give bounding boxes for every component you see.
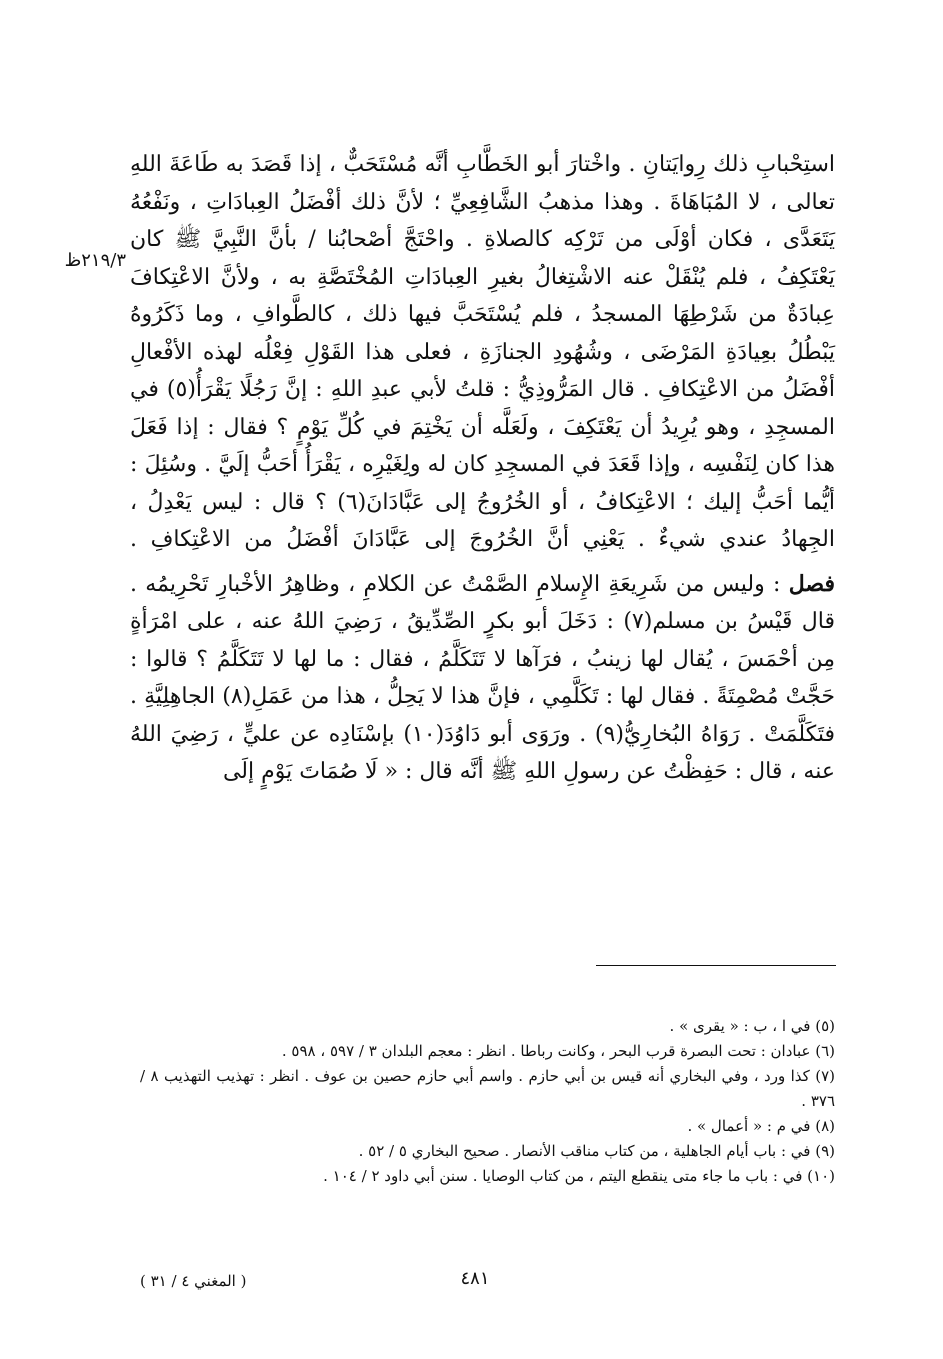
footnote: (٦) عبادان : تحت البصرة قرب البحر ، وكانت رباطا . انظر : معجم البلدان ٣ / ٥٩٧ ، ٥٩٨ . <box>281 1042 835 1060</box>
page-number: ٤٨١ <box>460 1268 490 1289</box>
section-heading: فصل <box>788 570 836 597</box>
footnote-separator <box>596 965 836 966</box>
margin-manuscript-note: ٢١٩/٣ظ <box>64 250 126 271</box>
paragraph-text: : وليس من شَرِيعَةِ الإِسلامِ الصَّمْتُ عن الكلامِ ، وظاهِرُ الأخْبارِ تَحْرِيمُه . قال قَيْسُ بن مسلم(٧) : دَخَلَ أبو بكرٍ الصِّدِّيقُ ، رَضِيَ اللهُ عنه ، على امْرَأةٍ مِن أحْمَسَ ، يُقال لها زينبُ ، فرَآها لا تَتَكَلَّمُ ، فقال : ما لها لا تَتَكَلَّمُ ؟ قالوا : حَجَّتْ مُصْمِتَةً . فقال لها : تَكَلَّمِي ، فإنَّ هذا لا يَحِلُّ ، هذا من عَمَلِ(٨) الجاهِلِيَّةِ . فتَكَلَّمَتْ . رَوَاهُ البُخارِيُّ(٩) . ورَوَى أبو دَاوُدَ(١٠) بإسْنَادِه عن عليٍّ ، رَضِيَ اللهُ عنه ، قال : حَفِظْتُ عن رسولِ اللهِ ﷺ أنَّه قال : « لَا صُمَاتَ يَوْمٍ إلَى <box>130 571 836 784</box>
main-text-block <box>130 146 835 791</box>
footnote: (٧) كذا ورد ، وفي البخاري أنه قيس بن أبي حازم . واسم أبي حازم حصين بن عوف . انظر : تهذيب التهذيب ٨ / ٣٧٦ . <box>140 1067 835 1110</box>
running-reference: ( المغني ٤ / ٣١ ) <box>140 1272 247 1290</box>
footnote: (٨) في م : « أعمال » . <box>687 1117 835 1135</box>
footnote: (١٠) في : باب ما جاء متى ينقطع اليتم ، من كتاب الوصايا . سنن أبي داود ٢ / ١٠٤ . <box>323 1167 835 1185</box>
footnotes <box>140 1014 835 1189</box>
paragraph <box>130 566 835 791</box>
footnote: (٥) في ا ، ب : « يقرى » . <box>669 1017 835 1035</box>
footnote: (٩) في : باب أيام الجاهلية ، من كتاب مناقب الأنصار . صحيح البخاري ٥ / ٥٢ . <box>358 1142 835 1160</box>
paragraph: استِحْبابِ ذلك رِوايَتانِ . واخْتارَ أبو الخَطَّابِ أنَّه مُسْتَحَبٌّ ، إذا قَصَدَ به طَاعَةَ اللهِ تعالى ، لا المُبَاهَاةَ . وهذا مذهبُ الشَّافِعِيِّ ؛ لأنَّ ذلك أفْضَلُ العِبادَاتِ ، ونَفْعُهُ يَتَعَدَّى ، فكان أوْلَى من تَرْكِه كالصلاةِ . واحْتَجَّ أصْحابُنا / بأنَّ النَّبِيَّ ﷺ كان يَعْتَكِفُ ، فلم يُنْقَلْ عنه الاشْتِغالُ بغيرِ العِبادَاتِ المُخْتَصَّةِ به ، ولأنَّ الاعْتِكافَ عِبادَةٌ من شَرْطِهَا المسجدُ ، فلم يُسْتَحَبَّ فيها ذلك ، كالطَّوافِ ، وما ذَكَرُوهُ يَبْطُلُ بعِيادَةِ المَرْضَى ، وشُهُودِ الجنازَةِ ، فعلى هذا القَوْلِ فِعْلُه لهذه الأفْعالِ أفْضَلُ من الاعْتِكافِ . قال المَرُّوذِيُّ : قلتُ لأبي عبدِ اللهِ : إنَّ رَجُلًا يَقْرَأُ(٥) في المسجِدِ ، وهو يُرِيدُ أن يَعْتَكِفَ ، ولَعَلَّه أن يَخْتِمَ في كُلِّ يَوْمٍ ؟ فقال : إذا فَعَلَ هذا كان لِنَفْسِه ، وإذا قَعَدَ في المسجِدِ كان له ولِغَيْرِه ، يَقْرَأُ أحَبُّ إلَيَّ . وسُئِلَ : أيُّما أحَبُّ إليك ؛ الاعْتِكافُ ، أو الخُرُوجُ إلى عَبَّادَانَ(٦) ؟ قال : ليس يَعْدِلُ ، الجِهادُ عندي شيءٌ . يَعْنِي أنَّ الخُرُوجَ إلى عَبَّادَانَ أفْضَلُ من الاعْتِكافِ . <box>130 152 835 552</box>
